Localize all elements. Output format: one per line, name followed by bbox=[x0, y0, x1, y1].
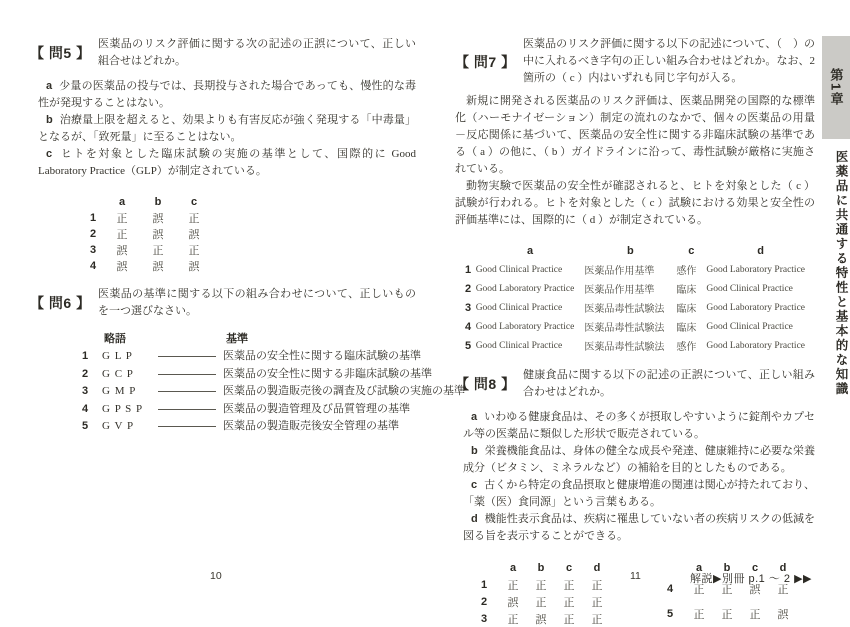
option-number: 2 bbox=[82, 366, 102, 384]
standard-text: 医薬品の安全性に関する臨床試験の基準 bbox=[223, 348, 421, 366]
question-7-header bbox=[455, 36, 815, 87]
abbr-text: G M P bbox=[102, 383, 158, 401]
column-header: b bbox=[527, 559, 555, 576]
body-paragraph: 新規に開発される医薬品のリスク評価は、医薬品開発の国際的な標準化（ハーモナイゼーション）制定の流れのなかで、個々の医薬品の用量－反応関係に基づいて、医薬品の安全性に関する非臨床試験の基準である（ a ）の他に、（ b ）ガイドラインに沿って、毒性試験が厳格に実施されている。 bbox=[455, 93, 815, 178]
statement-item bbox=[463, 443, 815, 477]
question-6-lead: 医薬品の基準に関する以下の組み合わせについて、正しいものを一つ選びなさい。 bbox=[98, 286, 416, 320]
abbr-text: G C P bbox=[102, 366, 158, 384]
table-row: 4 正 正 誤 正 bbox=[655, 576, 797, 602]
item-marker: c bbox=[46, 148, 52, 160]
statement-item bbox=[463, 409, 815, 443]
item-text: 栄養機能食品は、身体の健全な成長や発達、健康維持に必要な栄養成分（ビタミン、ミネラルなど）の補給を目的としたものである。 bbox=[463, 445, 815, 474]
page-right bbox=[455, 36, 815, 627]
column-header: a bbox=[476, 241, 585, 260]
abbr-text: G L P bbox=[102, 348, 158, 366]
q6-match-list bbox=[30, 348, 416, 436]
column-header-standard: 基準 bbox=[226, 330, 248, 346]
table-row: 3 Good Clinical Practice 医薬品毒性試験法 臨床 Good Laboratory Practice bbox=[465, 298, 815, 317]
table-row: 3 誤 正 正 bbox=[82, 242, 212, 258]
question-7-label: 【 問7 】 bbox=[455, 52, 523, 72]
table-row: 1 Good Clinical Practice 医薬品作用基準 感作 Good Laboratory Practice bbox=[465, 260, 815, 279]
answer-key-note: 解説▶別冊 p.1 ～ 2 ▶▶ bbox=[690, 570, 812, 586]
question-6 bbox=[30, 286, 416, 436]
column-header: c bbox=[176, 194, 212, 210]
table-row: 1 正 誤 正 bbox=[82, 210, 212, 226]
q8-answer-table-left bbox=[469, 559, 611, 627]
question-7 bbox=[455, 36, 815, 355]
item-text: 機能性表示食品は、疾病に罹患していない者の疾病リスクの低減を図る旨を表示することができる。 bbox=[463, 513, 815, 542]
table-header-row bbox=[82, 194, 212, 210]
list-item bbox=[82, 366, 416, 384]
page-number-left: 10 bbox=[210, 570, 222, 582]
table-row: 2 正 誤 誤 bbox=[82, 226, 212, 242]
question-5-header bbox=[30, 36, 416, 70]
item-marker: a bbox=[471, 411, 477, 423]
abbr-text: G V P bbox=[102, 418, 158, 436]
item-marker: b bbox=[46, 114, 53, 126]
column-header: d bbox=[769, 559, 797, 576]
table-row: 5 Good Clinical Practice 医薬品毒性試験法 感作 Good Laboratory Practice bbox=[465, 336, 815, 355]
column-header: a bbox=[685, 559, 713, 576]
list-item bbox=[82, 401, 416, 419]
item-text: ヒトを対象とした臨床試験の実施の基準として、国際的に Good Laboratory Practice（GLP）が制定されている。 bbox=[38, 148, 416, 177]
list-item bbox=[82, 418, 416, 436]
table-header-row bbox=[469, 559, 611, 576]
column-header: b bbox=[713, 559, 741, 576]
table-row: 2 Good Laboratory Practice 医薬品作用基準 臨床 Good Clinical Practice bbox=[465, 279, 815, 298]
statement-item bbox=[38, 146, 416, 180]
chapter-title: 医薬品に共通する特性と基本的な知識 bbox=[822, 150, 850, 397]
column-header: b bbox=[140, 194, 176, 210]
statement-item bbox=[38, 112, 416, 146]
question-5-items bbox=[30, 78, 416, 180]
table-row: 3 正 誤 正 正 bbox=[469, 610, 611, 627]
statement-item bbox=[463, 477, 815, 511]
item-marker: b bbox=[471, 445, 478, 457]
question-6-header bbox=[30, 286, 416, 320]
page-left bbox=[30, 36, 416, 436]
abbr-text: G P S P bbox=[102, 401, 158, 419]
column-header: c bbox=[676, 241, 706, 260]
question-8 bbox=[455, 367, 815, 627]
body-paragraph: 動物実験で医薬品の安全性が確認されると、ヒトを対象とした（ c ）試験が行われる。ヒトを対象とした（ c ）試験における効果と安全性の評価基準には、国際的に（ d ）が制定されている。 bbox=[455, 178, 815, 229]
question-8-header bbox=[455, 367, 815, 401]
q5-answer-table bbox=[82, 194, 212, 274]
question-5 bbox=[30, 36, 416, 274]
list-item bbox=[82, 383, 416, 401]
item-text: 古くから特定の食品摂取と健康増進の関連は関心が持たれており、「薬（医）食同源」という言葉もある。 bbox=[463, 479, 815, 508]
column-header: a bbox=[104, 194, 140, 210]
item-text: いわゆる健康食品は、その多くが摂取しやすいように錠剤やカプセル等の医薬品に類似した形状で販売されている。 bbox=[463, 411, 815, 440]
connector-line bbox=[158, 409, 216, 410]
table-row: 2 誤 正 正 正 bbox=[469, 593, 611, 610]
q7-answer-table bbox=[465, 241, 815, 355]
column-header: d bbox=[583, 559, 611, 576]
standard-text: 医薬品の製造販売後の調査及び試験の実施の基準 bbox=[223, 383, 465, 401]
item-marker: d bbox=[471, 513, 478, 525]
chapter-number-badge: 第1章 bbox=[822, 36, 850, 139]
table-header-row bbox=[465, 241, 815, 260]
column-header: c bbox=[741, 559, 769, 576]
question-5-lead: 医薬品のリスク評価に関する次の記述の正誤について、正しい組合せはどれか。 bbox=[98, 36, 416, 70]
item-marker: a bbox=[46, 80, 52, 92]
option-number: 3 bbox=[82, 383, 102, 401]
standard-text: 医薬品の安全性に関する非臨床試験の基準 bbox=[223, 366, 432, 384]
item-text: 少量の医薬品の投与では、長期投与された場合であっても、慢性的な毒性が発現することはない。 bbox=[38, 80, 416, 109]
table-row: 1 正 正 正 正 bbox=[469, 576, 611, 593]
item-text: 治療量上限を超えると、効果よりも有害反応が強く発現する「中毒量」となるが、「致死量」に至ることはない。 bbox=[38, 114, 416, 143]
statement-item bbox=[463, 511, 815, 545]
item-marker: c bbox=[471, 479, 477, 491]
question-8-lead: 健康食品に関する以下の記述の正誤について、正しい組み合わせはどれか。 bbox=[523, 367, 815, 401]
connector-line bbox=[158, 391, 216, 392]
standard-text: 医薬品の製造販売後安全管理の基準 bbox=[223, 418, 399, 436]
table-row: 4 Good Laboratory Practice 医薬品毒性試験法 臨床 Good Clinical Practice bbox=[465, 317, 815, 336]
option-number: 1 bbox=[82, 348, 102, 366]
question-8-label: 【 問8 】 bbox=[455, 374, 523, 394]
chapter-tab bbox=[822, 36, 850, 397]
q6-column-headers bbox=[82, 330, 416, 346]
table-row: 5 正 正 正 誤 bbox=[655, 602, 797, 627]
page-number-right: 11 bbox=[630, 570, 641, 582]
connector-line bbox=[158, 356, 216, 357]
option-number: 4 bbox=[82, 401, 102, 419]
connector-line bbox=[158, 426, 216, 427]
question-6-label: 【 問6 】 bbox=[30, 293, 98, 313]
standard-text: 医薬品の製造管理及び品質管理の基準 bbox=[223, 401, 410, 419]
column-header-abbr: 略語 bbox=[104, 330, 126, 346]
column-header: c bbox=[555, 559, 583, 576]
list-item bbox=[82, 348, 416, 366]
column-header: b bbox=[584, 241, 676, 260]
column-header: a bbox=[499, 559, 527, 576]
statement-item bbox=[38, 78, 416, 112]
question-5-label: 【 問5 】 bbox=[30, 43, 98, 63]
question-7-lead: 医薬品のリスク評価に関する以下の記述について、（ ）の中に入れるべき字句の正しい組み合わせはどれか。なお、2箇所の（ c ）内はいずれも同じ字句が入る。 bbox=[523, 36, 815, 87]
question-8-items bbox=[455, 409, 815, 545]
option-number: 5 bbox=[82, 418, 102, 436]
column-header: d bbox=[706, 241, 815, 260]
table-row: 4 誤 誤 誤 bbox=[82, 258, 212, 274]
connector-line bbox=[158, 374, 216, 375]
